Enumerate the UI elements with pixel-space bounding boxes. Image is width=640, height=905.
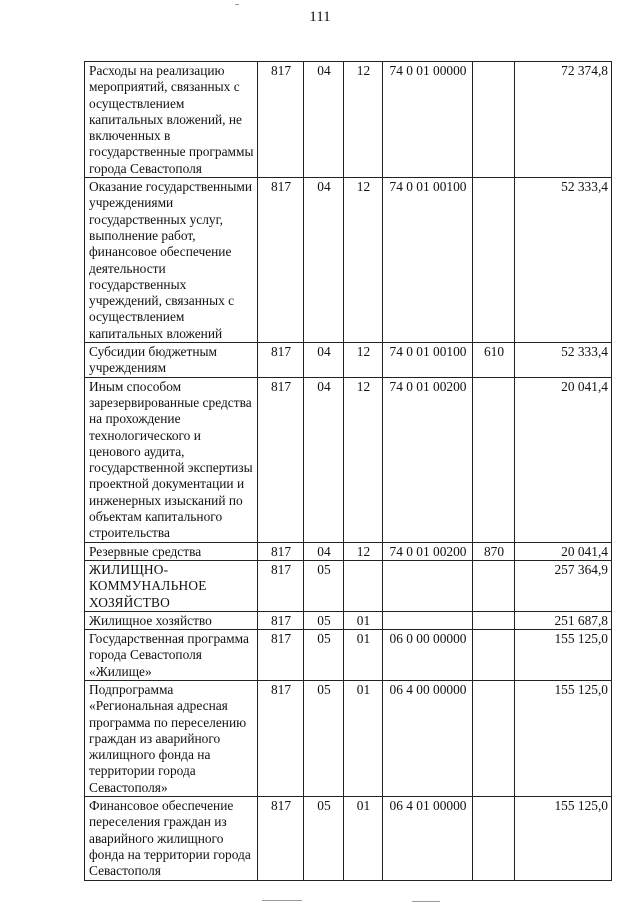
target-code-cell: 74 0 01 00000 [383,62,473,178]
section-code-cell: 05 [304,630,344,681]
subsection-code-cell: 12 [344,377,383,542]
table-row [85,178,612,343]
section-code-cell: 05 [304,560,344,611]
table-row [85,62,612,178]
amount-cell: 257 364,9 [515,560,612,611]
expense-type-cell [473,377,515,542]
row-name-cell: Иным способом зарезервированные средства на прохождение технологического и ценового аудита, государственной экспертизы проектной документации и инженерных изысканий по объектам капитального строительства [85,377,258,542]
section-code-cell: 05 [304,680,344,796]
target-code-cell: 06 4 01 00000 [383,797,473,880]
amount-cell: 52 333,4 [515,343,612,378]
subsection-code-cell: 01 [344,611,383,629]
row-name-cell: Расходы на реализацию мероприятий, связанных с осуществлением капитальных вложений, не включенных в государственные программы города Севастополя [85,62,258,178]
section-code-cell: 04 [304,343,344,378]
table-row [85,680,612,796]
row-name-cell: Оказание государственными учреждениями государственных услуг, выполнение работ, финансовое обеспечение деятельности государственных учреждений, связанных с осуществлением капитальных вложений [85,178,258,343]
expense-type-cell [473,560,515,611]
table-row [85,630,612,681]
budget-table [84,61,612,881]
expense-type-cell [473,611,515,629]
table-row [85,343,612,378]
subsection-code-cell [344,560,383,611]
amount-cell: 155 125,0 [515,680,612,796]
table-row [85,377,612,542]
subsection-code-cell: 12 [344,343,383,378]
expense-type-cell: 870 [473,542,515,560]
row-name-cell: Субсидии бюджетным учреждениям [85,343,258,378]
target-code-cell: 74 0 01 00200 [383,542,473,560]
target-code-cell: 06 4 00 00000 [383,680,473,796]
ministry-code-cell: 817 [258,62,304,178]
expense-type-cell [473,797,515,880]
row-name-cell: Государственная программа города Севастополя «Жилище» [85,630,258,681]
section-code-cell: 04 [304,377,344,542]
subsection-code-cell: 01 [344,630,383,681]
subsection-code-cell: 01 [344,797,383,880]
target-code-cell [383,611,473,629]
table-row [85,542,612,560]
ministry-code-cell: 817 [258,630,304,681]
amount-cell: 72 374,8 [515,62,612,178]
target-code-cell: 74 0 01 00100 [383,343,473,378]
target-code-cell: 74 0 01 00200 [383,377,473,542]
amount-cell: 251 687,8 [515,611,612,629]
target-code-cell: 06 0 00 00000 [383,630,473,681]
row-name-cell: ЖИЛИЩНО-КОММУНАЛЬНОЕ ХОЗЯЙСТВО [85,560,258,611]
table-row [85,611,612,629]
scan-mark [412,901,440,902]
subsection-code-cell: 12 [344,178,383,343]
amount-cell: 20 041,4 [515,377,612,542]
row-name-cell: Финансовое обеспечение переселения граждан из аварийного жилищного фонда на территории города Севастополя [85,797,258,880]
subsection-code-cell: 12 [344,542,383,560]
expense-type-cell [473,178,515,343]
row-name-cell: Жилищное хозяйство [85,611,258,629]
table-row [85,797,612,880]
ministry-code-cell: 817 [258,377,304,542]
section-code-cell: 05 [304,611,344,629]
amount-cell: 52 333,4 [515,178,612,343]
row-name-cell: Резервные средства [85,542,258,560]
amount-cell: 155 125,0 [515,797,612,880]
expense-type-cell [473,630,515,681]
table-row [85,560,612,611]
ministry-code-cell: 817 [258,611,304,629]
amount-cell: 20 041,4 [515,542,612,560]
section-code-cell: 05 [304,797,344,880]
expense-type-cell: 610 [473,343,515,378]
amount-cell: 155 125,0 [515,630,612,681]
target-code-cell: 74 0 01 00100 [383,178,473,343]
target-code-cell [383,560,473,611]
subsection-code-cell: 12 [344,62,383,178]
page-number: 111 [309,9,331,25]
section-code-cell: 04 [304,62,344,178]
ministry-code-cell: 817 [258,680,304,796]
row-name-cell: Подпрограмма «Региональная адресная программа по переселению граждан из аварийного жилищного фонда на территории города Севастополя» [85,680,258,796]
ministry-code-cell: 817 [258,560,304,611]
scan-mark [262,900,302,901]
expense-type-cell [473,680,515,796]
scan-mark [235,4,239,5]
ministry-code-cell: 817 [258,797,304,880]
subsection-code-cell: 01 [344,680,383,796]
expense-type-cell [473,62,515,178]
section-code-cell: 04 [304,542,344,560]
ministry-code-cell: 817 [258,542,304,560]
section-code-cell: 04 [304,178,344,343]
ministry-code-cell: 817 [258,178,304,343]
ministry-code-cell: 817 [258,343,304,378]
